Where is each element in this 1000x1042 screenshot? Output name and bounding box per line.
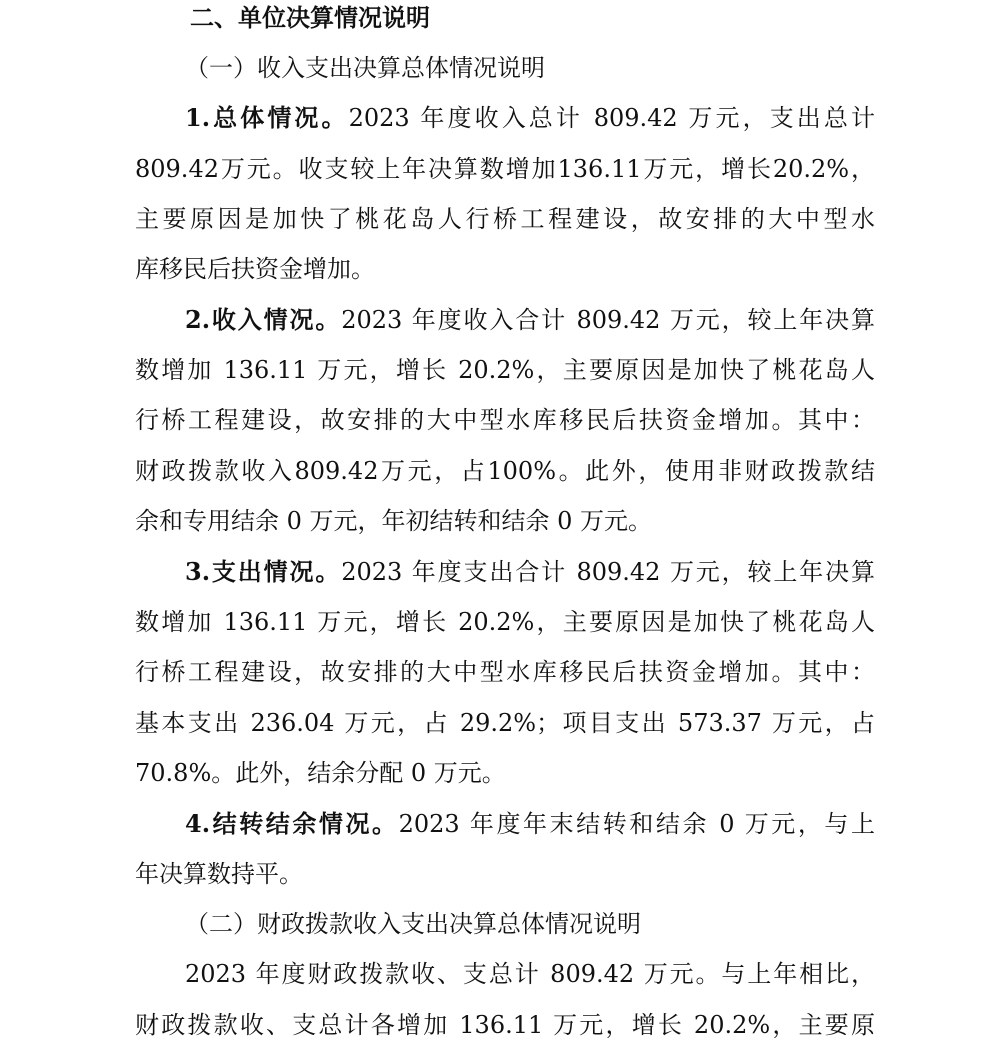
p1-line-4: 库移民后扶资金增加。 bbox=[135, 255, 375, 283]
p4-line-1 bbox=[185, 809, 875, 839]
p2-line-2: 数增加 136.11 万元，增长 20.2%，主要原因是加快了桃花岛人 bbox=[135, 356, 875, 384]
p4-line-2: 年决算数持平。 bbox=[135, 860, 303, 888]
p1-lead: 1.总体情况。 bbox=[185, 103, 349, 132]
p2-line-3: 行桥工程建设，故安排的大中型水库移民后扶资金增加。其中： bbox=[135, 406, 875, 434]
p4-line-1-text: 2023 年度年末结转和结余 0 万元，与上 bbox=[398, 810, 875, 838]
subsection-title-income-expenditure: （一）收入支出决算总体情况说明 bbox=[185, 54, 545, 82]
p3-line-1-text: 2023 年度支出合计 809.42 万元，较上年决算 bbox=[341, 558, 875, 586]
p1-line-3: 主要原因是加快了桃花岛人行桥工程建设，故安排的大中型水 bbox=[135, 205, 875, 233]
p5-line-2: 财政拨款收、支总计各增加 136.11 万元，增长 20.2%，主要原 bbox=[135, 1011, 875, 1039]
p3-line-1 bbox=[185, 557, 875, 587]
p2-line-1-text: 2023 年度收入合计 809.42 万元，较上年决算 bbox=[341, 306, 875, 334]
p3-line-3: 行桥工程建设，故安排的大中型水库移民后扶资金增加。其中： bbox=[135, 658, 875, 686]
p3-lead: 3.支出情况。 bbox=[185, 557, 342, 586]
p2-line-1 bbox=[185, 305, 875, 335]
subsection-title-fiscal-appropriation: （二）财政拨款收入支出决算总体情况说明 bbox=[185, 910, 641, 938]
p2-line-4: 财政拨款收入809.42万元，占100%。此外，使用非财政拨款结 bbox=[135, 457, 875, 485]
p1-line-1 bbox=[185, 103, 875, 133]
section-title: 二、单位决算情况说明 bbox=[190, 4, 430, 32]
p3-line-5: 70.8%。此外，结余分配 0 万元。 bbox=[135, 759, 506, 787]
p1-line-1-text: 2023 年度收入总计 809.42 万元，支出总计 bbox=[348, 104, 875, 132]
p2-line-5: 余和专用结余 0 万元，年初结转和结余 0 万元。 bbox=[135, 507, 653, 535]
p2-lead: 2.收入情况。 bbox=[185, 305, 342, 334]
p5-line-1: 2023 年度财政拨款收、支总计 809.42 万元。与上年相比， bbox=[185, 960, 875, 988]
p4-lead: 4.结转结余情况。 bbox=[185, 809, 399, 838]
p1-line-2: 809.42万元。收支较上年决算数增加136.11万元，增长20.2%， bbox=[135, 155, 875, 183]
p3-line-4: 基本支出 236.04 万元，占 29.2%；项目支出 573.37 万元，占 bbox=[135, 709, 875, 737]
p3-line-2: 数增加 136.11 万元，增长 20.2%，主要原因是加快了桃花岛人 bbox=[135, 608, 875, 636]
